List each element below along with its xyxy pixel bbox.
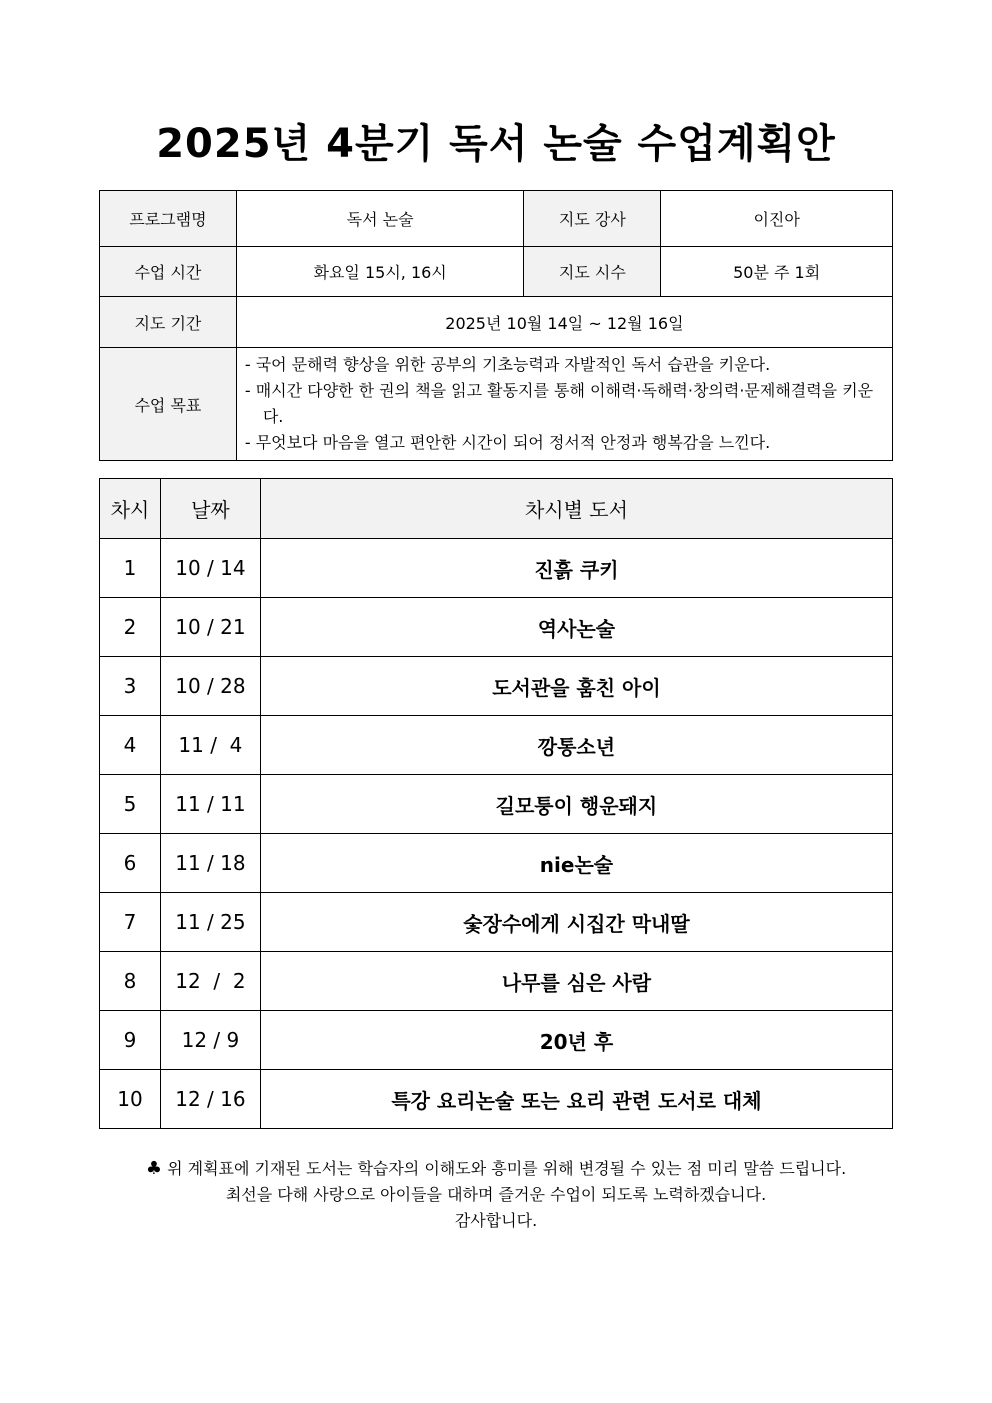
header-session: 차시 bbox=[100, 479, 161, 539]
book-cell: 역사논술 bbox=[260, 598, 892, 657]
count-label: 지도 시수 bbox=[524, 247, 661, 297]
date-cell: 11 / 25 bbox=[160, 893, 260, 952]
time-label: 수업 시간 bbox=[100, 247, 237, 297]
page-title: 2025년 4분기 독서 논술 수업계획안 bbox=[156, 121, 836, 167]
date-cell: 12 / 16 bbox=[160, 1070, 260, 1129]
book-cell: 나무를 심은 사람 bbox=[260, 952, 892, 1011]
club-icon: ♣ bbox=[145, 1158, 162, 1179]
schedule-row bbox=[100, 775, 893, 834]
program-value: 독서 논술 bbox=[236, 191, 524, 247]
footer-text-1: 위 계획표에 기재된 도서는 학습자의 이해도와 흥미를 위해 변경될 수 있는 점 미리 말씀 드립니다. bbox=[167, 1159, 847, 1178]
teacher-label: 지도 강사 bbox=[524, 191, 661, 247]
footer-line-2: 최선을 다해 사랑으로 아이들을 대하며 즐거운 수업이 되도록 노력하겠습니다. bbox=[225, 1185, 767, 1204]
session-cell: 5 bbox=[100, 775, 161, 834]
date-cell: 12 / 9 bbox=[160, 1011, 260, 1070]
session-cell: 7 bbox=[100, 893, 161, 952]
program-label: 프로그램명 bbox=[100, 191, 237, 247]
schedule-row bbox=[100, 1011, 893, 1070]
date-cell: 10 / 21 bbox=[160, 598, 260, 657]
teacher-value: 이진아 bbox=[661, 191, 893, 247]
book-cell: 깡통소년 bbox=[260, 716, 892, 775]
schedule-row bbox=[100, 952, 893, 1011]
book-cell: nie논술 bbox=[260, 834, 892, 893]
date-cell: 11 / 4 bbox=[160, 716, 260, 775]
date-cell: 12 / 2 bbox=[160, 952, 260, 1011]
book-cell: 20년 후 bbox=[260, 1011, 892, 1070]
goal-label: 수업 목표 bbox=[100, 348, 237, 461]
info-row-goals bbox=[100, 348, 893, 461]
goal-item: - 매시간 다양한 한 권의 책을 읽고 활동지를 통해 이해력·독해력·창의력·문제해결력을 키운다. bbox=[244, 381, 874, 426]
schedule-row bbox=[100, 598, 893, 657]
schedule-row bbox=[100, 539, 893, 598]
date-cell: 11 / 11 bbox=[160, 775, 260, 834]
session-cell: 1 bbox=[100, 539, 161, 598]
goal-item: - 국어 문해력 향상을 위한 공부의 기초능력과 자발적인 독서 습관을 키운다. bbox=[244, 355, 771, 374]
date-cell: 10 / 28 bbox=[160, 657, 260, 716]
period-value: 2025년 10월 14일 ~ 12월 16일 bbox=[236, 297, 892, 348]
info-row-time bbox=[100, 247, 893, 297]
session-cell: 3 bbox=[100, 657, 161, 716]
session-cell: 4 bbox=[100, 716, 161, 775]
header-book: 차시별 도서 bbox=[260, 479, 892, 539]
count-value: 50분 주 1회 bbox=[661, 247, 893, 297]
session-cell: 2 bbox=[100, 598, 161, 657]
time-value: 화요일 15시, 16시 bbox=[236, 247, 524, 297]
footer-note bbox=[0, 1156, 992, 1234]
period-label: 지도 기간 bbox=[100, 297, 237, 348]
program-info-table bbox=[99, 190, 893, 461]
book-cell: 진흙 쿠키 bbox=[260, 539, 892, 598]
header-date: 날짜 bbox=[160, 479, 260, 539]
schedule-row bbox=[100, 657, 893, 716]
schedule-row bbox=[100, 1070, 893, 1129]
footer-line-3: 감사합니다. bbox=[454, 1211, 538, 1230]
schedule-row bbox=[100, 893, 893, 952]
book-cell: 특강 요리논술 또는 요리 관련 도서로 대체 bbox=[260, 1070, 892, 1129]
date-cell: 11 / 18 bbox=[160, 834, 260, 893]
session-cell: 10 bbox=[100, 1070, 161, 1129]
schedule-header-row bbox=[100, 479, 893, 539]
info-row-program bbox=[100, 191, 893, 247]
session-cell: 8 bbox=[100, 952, 161, 1011]
date-cell: 10 / 14 bbox=[160, 539, 260, 598]
book-cell: 숯장수에게 시집간 막내딸 bbox=[260, 893, 892, 952]
goal-item: - 무엇보다 마음을 열고 편안한 시간이 되어 정서적 안정과 행복감을 느낀다. bbox=[244, 433, 771, 452]
book-cell: 도서관을 훔친 아이 bbox=[260, 657, 892, 716]
schedule-row bbox=[100, 716, 893, 775]
footer-line-1 bbox=[0, 1156, 992, 1182]
info-row-period bbox=[100, 297, 893, 348]
book-cell: 길모퉁이 행운돼지 bbox=[260, 775, 892, 834]
session-cell: 6 bbox=[100, 834, 161, 893]
goal-list bbox=[236, 348, 892, 461]
session-cell: 9 bbox=[100, 1011, 161, 1070]
schedule-row bbox=[100, 834, 893, 893]
schedule-table bbox=[99, 478, 893, 1129]
